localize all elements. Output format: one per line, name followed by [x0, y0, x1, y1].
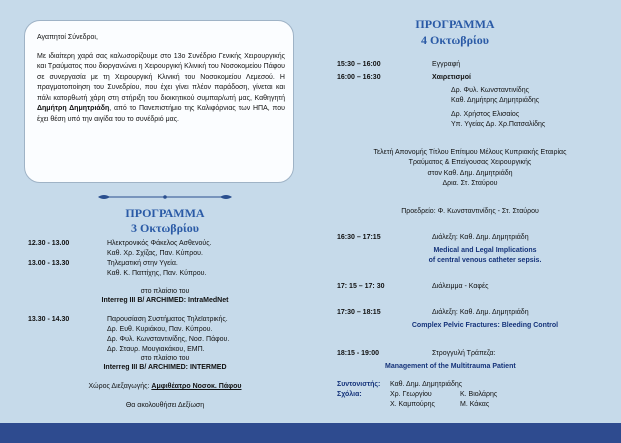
- day1-title: ΠΡΟΓΡΑΜΜΑ: [125, 206, 205, 220]
- day1-s3-speaker3: Δρ. Σταυρ. Μουγιακάκου, ΕΜΠ.: [107, 346, 205, 353]
- letter-greeting: Αγαπητοί Σύνεδροι,: [37, 34, 98, 41]
- day1-s2-title: Τηλεματική στην Υγεία.: [107, 260, 178, 267]
- day2-lec1-title-1: Medical and Legal Implications: [433, 247, 537, 254]
- letter-body-post: , από το Πανεπιστήμιο της Καλιφόρνιας των ΗΠΑ, που έχει θέση υπό την αιγίδα του το συνέδριό μας.: [37, 105, 285, 123]
- day2-reg-time: 15:30 – 16:00: [337, 61, 381, 68]
- day1-s3-time: 13.30 - 14.30: [28, 316, 70, 323]
- day1-frame1-program: Interreg III B/ ARCHIMED: IntraMedNet: [101, 297, 229, 304]
- welcome-letter-box: [24, 20, 294, 183]
- day2-greet-time: 16:00 – 16:30: [337, 74, 381, 81]
- day1-s2-time: 13.00 - 13.30: [28, 260, 70, 267]
- day2-greeter-2: Καθ. Δημήτρης Δημητριάδης: [451, 97, 540, 104]
- letter-body-name: Δημήτρη Δημητριάδη: [37, 105, 110, 112]
- day2-comment-1: Χρ. Γεωργίου: [390, 391, 432, 398]
- day2-comment-4: Μ. Κάκας: [460, 401, 490, 408]
- letter-body-pre: Με ιδιαίτερη χαρά σας καλωσορίζουμε στο 13ο Συνέδριο Γενικής Χειρουργικής και Τραύματος που διοργανώνει η Χειρουργική Κλινική του Νοσοκομείου Πάφου σε συνεργασία με τη Χειρουργική Κλινική του Νοσοκομείου Λεμεσού. Η πραγματοποίηση του Συνεδρίου, που έχει γίνει πλέον παράδοση, γίνεται και πάλι κατορθωτή χάρη στη στήριξη του διοικητικού συμπαρ/ωτή μας, Καθηγητή: [37, 52, 285, 102]
- day2-coord: Καθ. Δημ. Δημητριάδης: [390, 381, 463, 388]
- day1-s2-speakers: Καθ. Κ. Παττίχης, Παν. Κύπρου.: [107, 270, 207, 277]
- day1-frame2-program: Interreg III B/ ARCHIMED: INTERMED: [103, 364, 227, 371]
- day1-s1-time: 12.30 - 13.00: [28, 240, 70, 247]
- day2-ceremony-line-2: Τραύματος & Επείγουσας Χειρουργικής: [408, 159, 532, 166]
- day1-s3-speaker2: Δρ. Φυλ. Κωνσταντινίδης, Νοσ. Πάφου.: [107, 336, 230, 343]
- bottom-bar: [0, 423, 621, 443]
- day1-s1-speakers: Καθ. Χρ. Σχίζας, Παν. Κύπρου.: [107, 250, 203, 257]
- day2-ceremony-line-1: Τελετή Απονομής Τίτλου Επίτιμου Μέλους Κυπριακής Εταιρίας: [373, 149, 567, 156]
- day1-date: 3 Οκτωβρίου: [131, 221, 199, 235]
- day2-coord-label: Συντονιστής:: [337, 381, 381, 388]
- day2-comments-label: Σχόλια:: [337, 391, 362, 398]
- letter-body: [37, 52, 285, 126]
- day2-greeter-3: Δρ. Χρήστος Ελισαίος: [451, 111, 520, 118]
- day1-frame1-note: στο πλαίσιο του: [140, 288, 190, 295]
- day2-round-label: Στρογγυλή Τράπεζα:: [432, 350, 496, 357]
- day2-ceremony-line-3: στον Καθ. Δημ. Δημητριάδη: [427, 170, 513, 177]
- day1-venue: [60, 383, 270, 390]
- day1-venue-label: Χώρος Διεξαγωγής:: [88, 383, 152, 390]
- day2-greet-label: Χαιρετισμοί: [432, 74, 471, 81]
- day1-s3-title: Παρουσίαση Συστήματος Τηλεϊατρικής.: [107, 316, 228, 323]
- day2-break-label: Διάλειμμα - Καφές: [432, 283, 489, 290]
- day2-round-title: Management of the Multitrauma Patient: [385, 363, 516, 370]
- day1-s1-title: Ηλεκτρονικός Φάκελος Ασθενούς.: [107, 240, 212, 247]
- day2-date: 4 Οκτωβρίου: [421, 33, 489, 47]
- day1-venue-name: Αμφιθέατρο Νοσοκ. Πάφου: [151, 383, 242, 390]
- day2-lec1-title-2: of central venous catheter sepsis.: [428, 257, 542, 264]
- day2-round-time: 18:15 - 19:00: [337, 350, 380, 357]
- day2-greeter-4: Υπ. Υγείας Δρ. Χρ.Πατσαλίδης: [451, 121, 546, 128]
- day1-frame2-note: στο πλαίσιο του: [140, 355, 190, 362]
- day1-closing: Θα ακολουθήσει Δεξίωση: [125, 402, 205, 409]
- day2-lec1-label: Διάλεξη: Καθ. Δημ. Δημητριάδη: [432, 234, 529, 241]
- day2-comment-3: Χ. Καμπούρης: [390, 401, 435, 408]
- day1-s3-speaker1: Δρ. Ευθ. Κυριάκου, Παν. Κύπρου.: [107, 326, 213, 333]
- day2-lec2-time: 17:30 – 18:15: [337, 309, 381, 316]
- day2-ceremony-line-4: Δρια. Στ. Σταύρου: [442, 180, 498, 187]
- day2-title: ΠΡΟΓΡΑΜΜΑ: [415, 17, 495, 31]
- day2-comment-2: Κ. Βιολάρης: [460, 391, 498, 398]
- day2-chairs: Προεδρείο: Φ. Κωνσταντινίδης - Στ. Σταύρου: [401, 208, 539, 215]
- day2-break-time: 17: 15 – 17: 30: [337, 283, 385, 290]
- day2-lec1-time: 16:30 – 17:15: [337, 234, 381, 241]
- day2-lec2-title: Complex Pelvic Fractures: Bleeding Control: [411, 322, 559, 329]
- ornament-divider-icon: [98, 193, 232, 201]
- day2-reg-label: Εγγραφή: [432, 61, 461, 68]
- day2-lec2-label: Διάλεξη: Καθ. Δημ. Δημητριάδη: [432, 309, 529, 316]
- day2-greeter-1: Δρ. Φυλ. Κωνσταντινίδης: [451, 87, 529, 94]
